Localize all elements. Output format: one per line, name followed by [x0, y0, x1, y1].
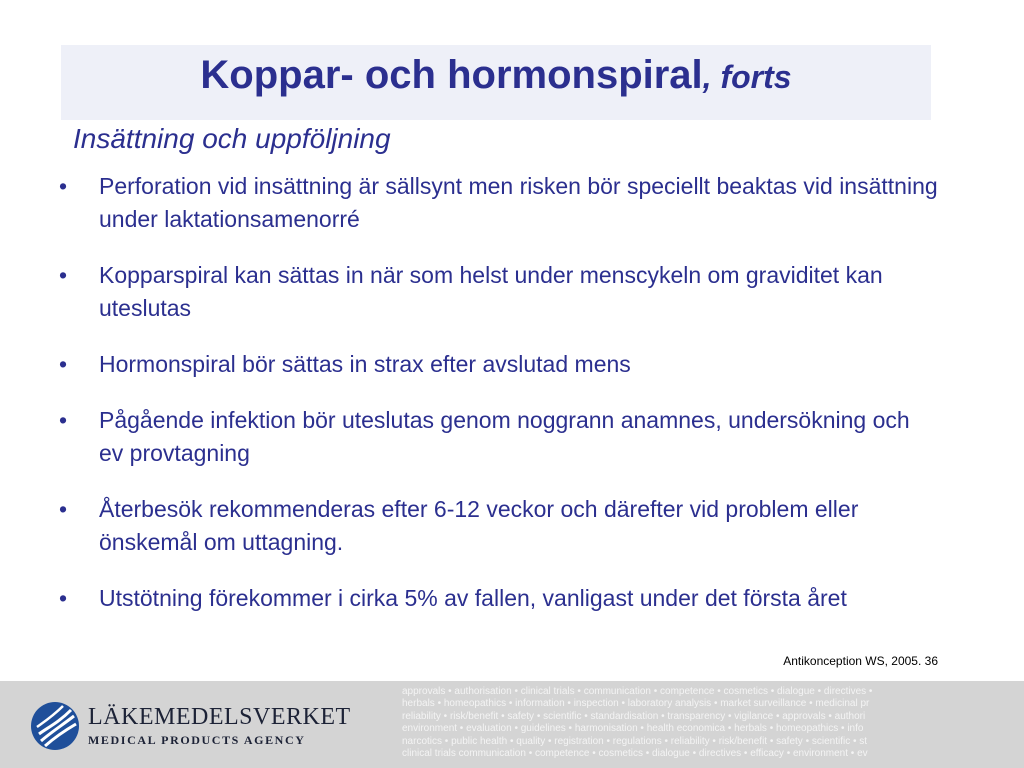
bullet-item	[58, 170, 938, 236]
bullet-item	[58, 582, 938, 615]
bullet-dot: •	[59, 407, 68, 433]
bullet-dot: •	[59, 351, 68, 377]
bullet-dot: •	[59, 173, 68, 199]
title-banner	[61, 45, 931, 120]
footer-band	[0, 681, 1024, 768]
keyword-line: herbals • homeopathics • information • inspection • laboratory analysis • market surveillance • medicinal pr	[402, 698, 870, 710]
org-name: LÄKEMEDELSVERKET	[88, 704, 351, 730]
bullet-list	[58, 170, 938, 638]
bullet-text: Kopparspiral kan sättas in när som helst under menscykeln om graviditet kan uteslutas	[99, 262, 883, 321]
keyword-line: clinical trials communication • competence • cosmetics • dialogue • directives • efficacy • environment • ev	[402, 748, 868, 760]
bullet-text: Återbesök rekommenderas efter 6-12 veckor och därefter vid problem eller önskemål om uttagning.	[99, 496, 859, 555]
org-subtitle: MEDICAL PRODUCTS AGENCY	[88, 733, 306, 747]
bullet-item	[58, 493, 938, 559]
slide-title-suffix: , forts	[702, 59, 792, 95]
slide-title	[61, 53, 931, 98]
keyword-watermark	[402, 686, 1024, 760]
keyword-line: environment • evaluation • guidelines • harmonisation • health economica • herbals • homeopathics • info	[402, 723, 864, 735]
bullet-text: Hormonspiral bör sättas in strax efter avslutad mens	[99, 351, 631, 377]
lakemedelsverket-logo-icon	[30, 701, 80, 751]
bullet-dot: •	[59, 496, 68, 522]
slide-title-main: Koppar- och hormonspiral	[200, 53, 703, 97]
bullet-dot: •	[59, 262, 68, 288]
bullet-dot: •	[59, 585, 68, 611]
bullet-item	[58, 404, 938, 470]
keyword-line: reliability • risk/benefit • safety • scientific • standardisation • transparency • vigilance • approvals • authori	[402, 710, 866, 722]
keyword-line: narcotics • public health • quality • registration • regulations • reliability • risk/benefit • safety • scientific • st	[402, 735, 868, 747]
keyword-line: approvals • authorisation • clinical trials • communication • competence • cosmetics • dialogue • directives •	[402, 686, 873, 697]
source-citation: Antikonception WS, 2005. 36	[783, 654, 938, 668]
bullet-item	[58, 348, 938, 381]
bullet-text: Perforation vid insättning är sällsynt men risken bör speciellt beaktas vid insättning under laktationsamenorré	[99, 173, 938, 232]
slide-subtitle: Insättning och uppföljning	[73, 123, 391, 154]
bullet-text: Utstötning förekommer i cirka 5% av fallen, vanligast under det första året	[99, 585, 847, 611]
bullet-text: Pågående infektion bör uteslutas genom noggrann anamnes, undersökning och ev provtagning	[99, 407, 910, 466]
bullet-item	[58, 259, 938, 325]
